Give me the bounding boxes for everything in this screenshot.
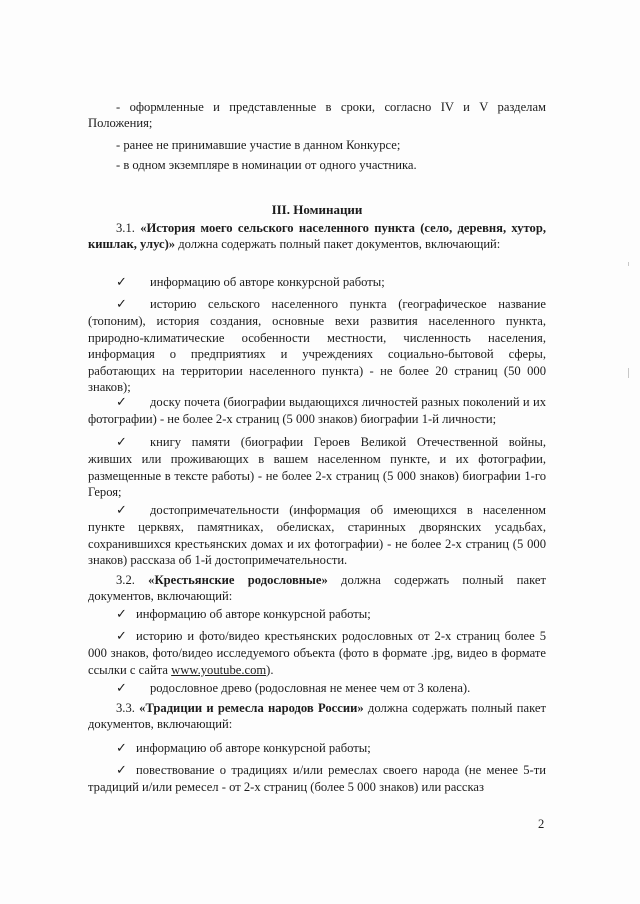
checkmark-icon: ✓ xyxy=(116,395,127,410)
checkmark-icon: ✓ xyxy=(116,435,127,450)
nomination-3-3-title: «Традиции и ремесла народов России» xyxy=(139,701,364,715)
checkmark-icon: ✓ xyxy=(116,275,127,290)
page-number: 2 xyxy=(538,817,545,831)
nomination-3-2-item-2: ✓ историю и фото/видео крестьянских родословных от 2-х страниц более 5 000 знаков, фото/видео исследуемого объекта (фото в формате .jpg, видео в формате ссылки с сайта www.youtube.com). xyxy=(88,629,546,677)
nomination-3-1-lead: должна содержать полный пакет документов, включающий: xyxy=(175,237,501,252)
checkmark-icon: ✓ xyxy=(116,763,127,778)
nomination-3-2-title: «Крестьянские родословные» xyxy=(148,573,328,587)
nomination-3-3-number: 3.3. xyxy=(116,701,135,715)
nomination-3-2-number: 3.2. xyxy=(116,573,135,587)
checkmark-icon: ✓ xyxy=(116,297,127,312)
section-title: III. Номинации xyxy=(271,202,363,217)
scan-mark xyxy=(628,368,629,378)
nomination-3-1-title: «История моего сельского населенного пункта (село, деревня, хутор, кишлак, улус)» xyxy=(88,221,546,252)
nomination-3-2-header xyxy=(88,572,546,605)
nomination-3-1-number: 3.1. xyxy=(116,221,135,235)
youtube-link[interactable]: www.youtube.com xyxy=(171,662,267,677)
checkmark-icon: ✓ xyxy=(116,681,127,696)
nomination-3-3-item-1: ✓ информацию об авторе конкурсной работы; xyxy=(116,741,371,756)
nomination-3-1-item-5: ✓ достопримечательности (информация об имеющихся в населенном пункте церквях, памятниках, обелисках, старинных дворянских усадьбах, сохранившихся крестьянских домах и их фотографии) - не более 2-х страниц (5 000 знаков) рассказа об 1-й достопримечательности. xyxy=(88,503,546,568)
intro-line-1: - оформленные и представленные в сроки, согласно IV и V разделам Положения; xyxy=(88,100,546,131)
nomination-3-3-lead: должна содержать полный пакет документов, включающий: xyxy=(88,701,546,732)
nomination-3-3-item-2: ✓ повествование о традициях и/или ремеслах своего народа (не менее 5-ти традиций и/или ремесел - от 2-х страниц (более 5 000 знаков) или рассказ xyxy=(88,763,546,795)
checkmark-icon: ✓ xyxy=(116,741,127,756)
nomination-3-1-item-4: ✓ книгу памяти (биографии Героев Великой Отечественной войны, живших или проживающих в вашем населенном пункте, и их фотографии, размещенные в тексте работы) - не более 2-х страниц (5 000 знаков) биографии 1-го Героя; xyxy=(88,435,546,500)
nomination-3-2-item-1: ✓ информацию об авторе конкурсной работы; xyxy=(116,607,371,622)
intro-line-3: - в одном экземпляре в номинации от одного участника. xyxy=(116,158,417,172)
nomination-3-1-item-2: ✓ историю сельского населенного пункта (географическое название (топоним), история создания, основные вехи развития населенного пункта, природно-климатические особенности местности, численность населения, информация о предприятиях и учреждениях социально-бытовой сферы, работающих на территории населенного пункта) - не более 20 страниц (50 000 знаков); xyxy=(88,297,546,395)
checkmark-icon: ✓ xyxy=(116,607,127,622)
checkmark-icon: ✓ xyxy=(116,629,127,644)
nomination-3-1-item-3: ✓ доску почета (биографии выдающихся личностей разных поколений и их фотографии) - не более 2-х страниц (5 000 знаков) биографии 1-й личности; xyxy=(88,395,546,427)
checkmark-icon: ✓ xyxy=(116,503,127,518)
scan-mark xyxy=(628,262,629,266)
nomination-3-1-header xyxy=(88,220,546,253)
nomination-3-2-item-3: ✓ родословное древо (родословная не менее чем от 3 колена). xyxy=(116,681,471,696)
nomination-3-2-lead: должна содержать полный пакет документов, включающий: xyxy=(88,573,546,604)
intro-line-2: - ранее не принимавшие участие в данном Конкурсе; xyxy=(116,138,401,152)
nomination-3-1-item-1: ✓ информацию об авторе конкурсной работы; xyxy=(116,275,385,290)
nomination-3-3-header xyxy=(88,700,546,733)
